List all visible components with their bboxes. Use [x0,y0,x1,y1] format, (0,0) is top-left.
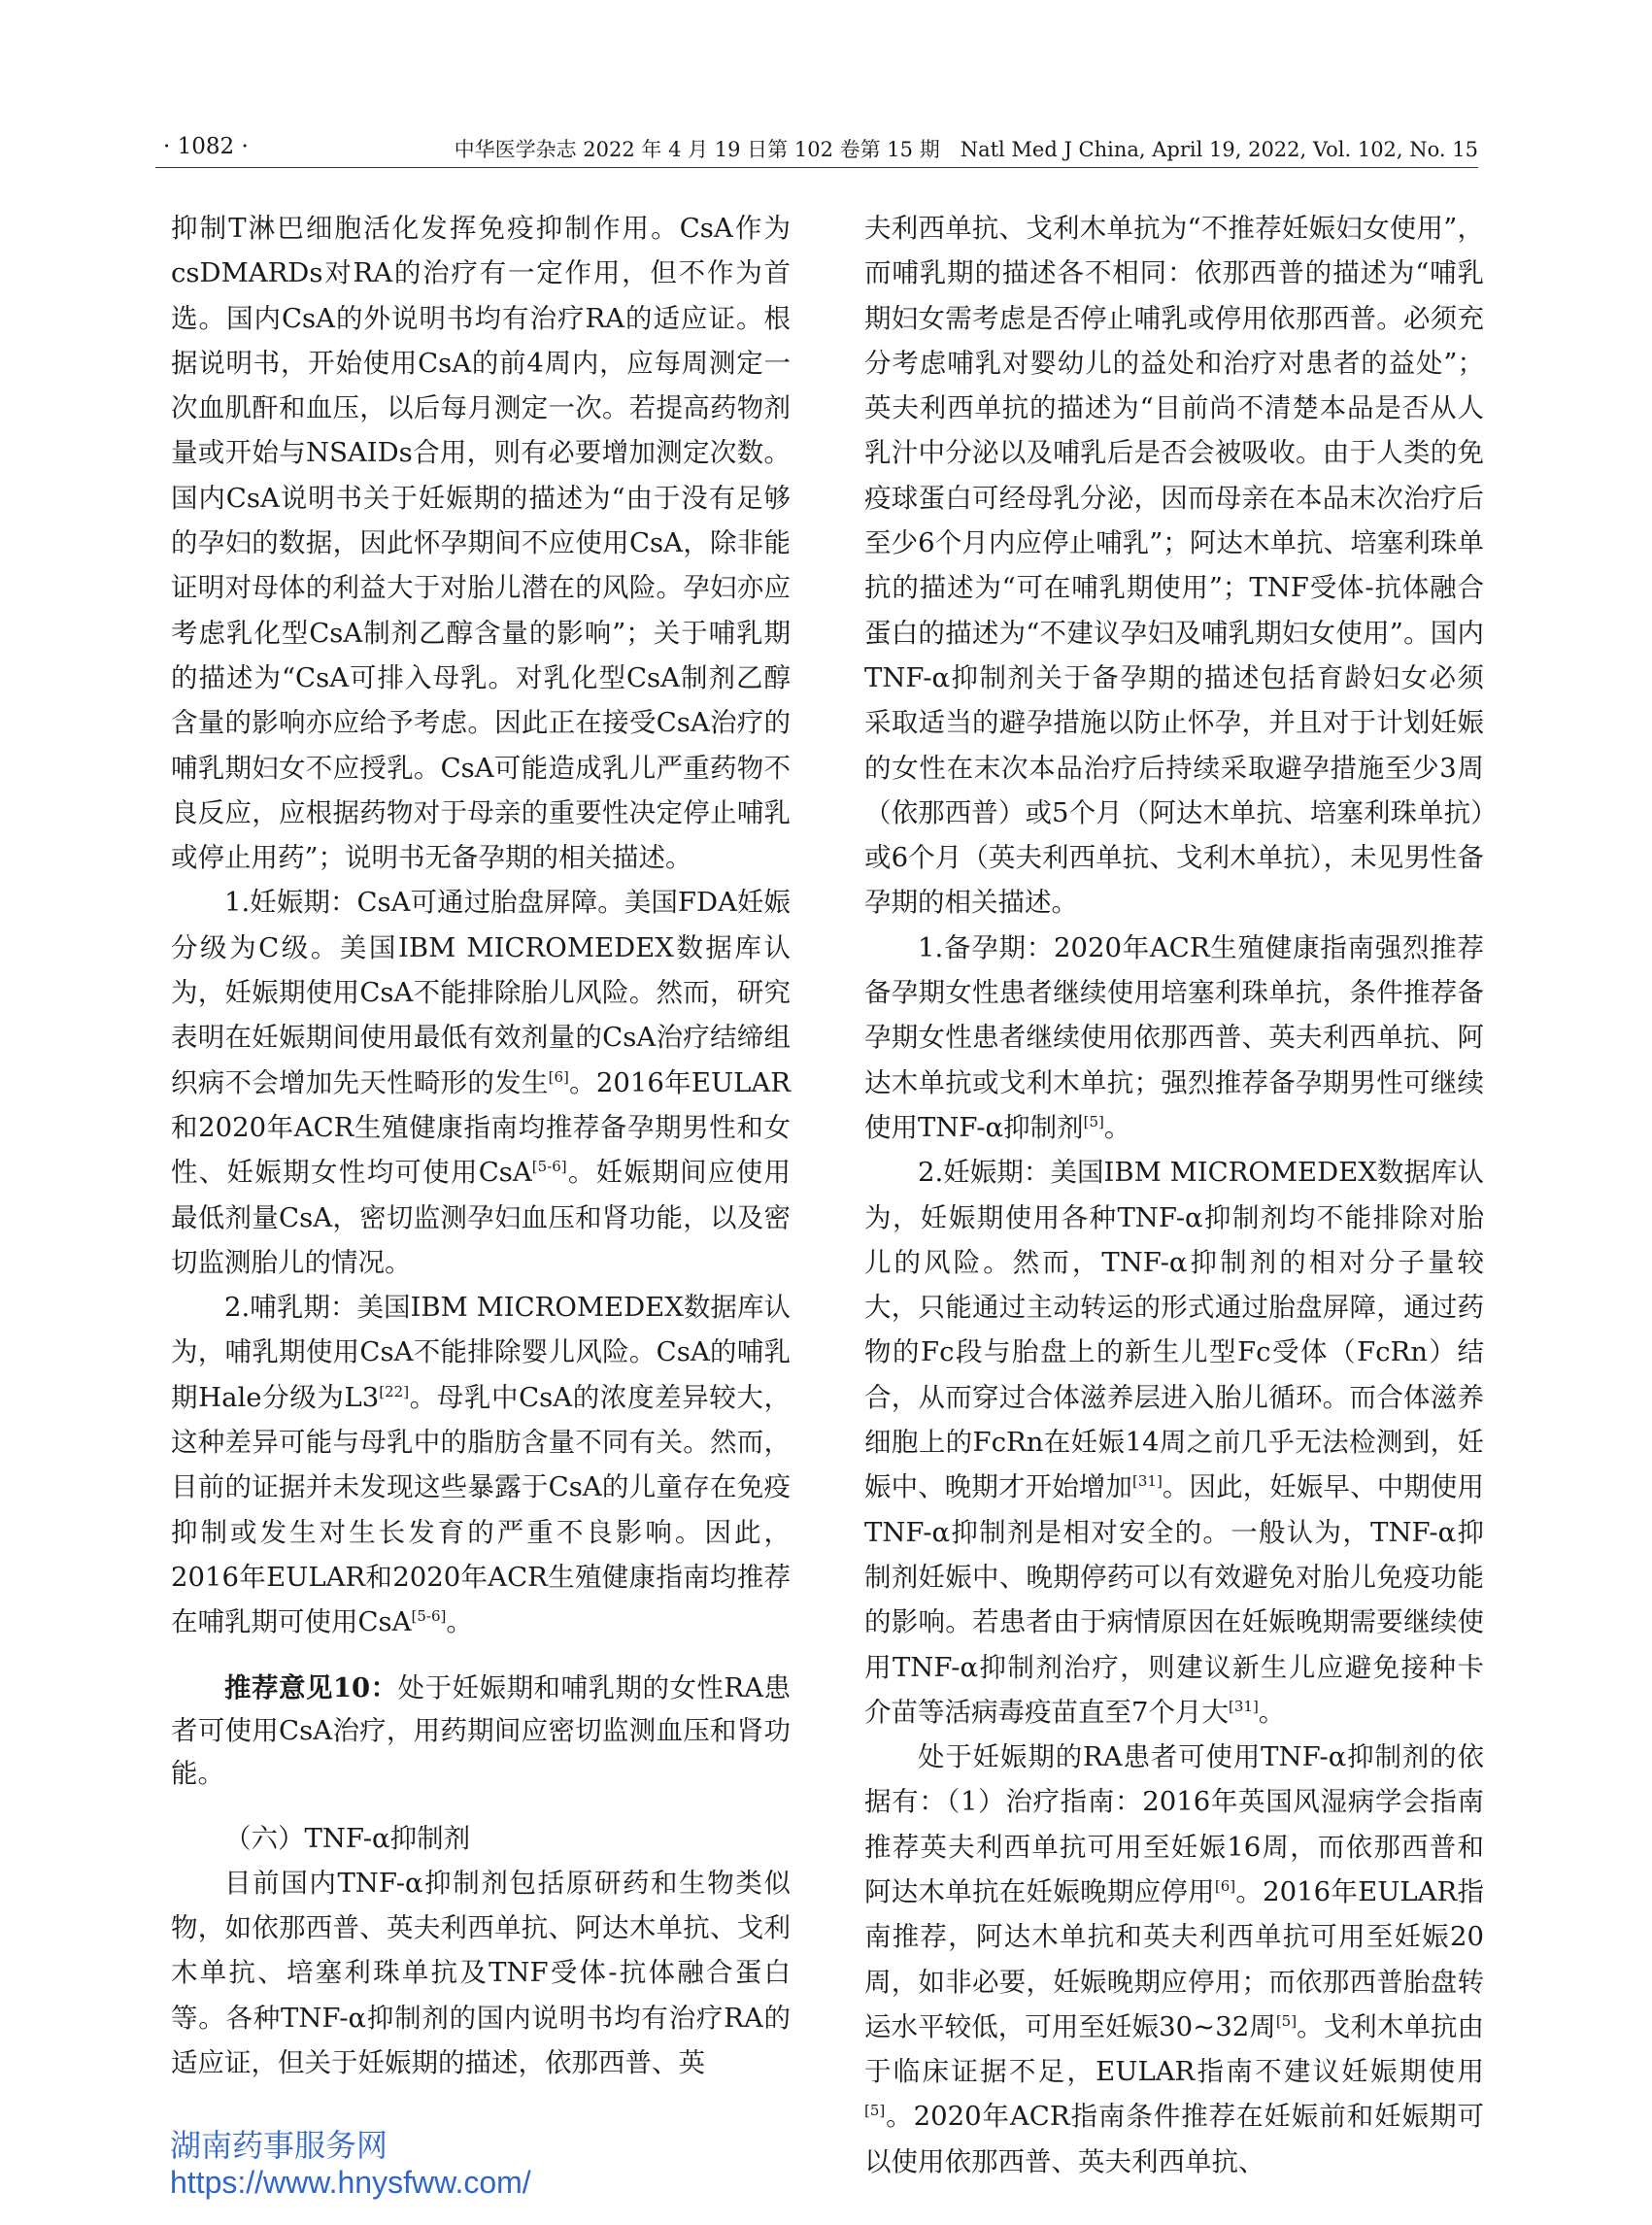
text: 。 [1103,1111,1131,1143]
text: 1.妊娠期：CsA可通过胎盘屏障。美国FDA妊娠分级为C级。美国IBM MICROMEDEX数据库认为，妊娠期使用CsA不能排除胎儿风险。然而，研究表明在妊娠期间使用最低有效剂量的CsA治疗结缔组织病不会增加先天性畸形的发生 [171,887,791,1098]
recommendation-10 [171,1667,791,1795]
citation[interactable]: [5-6] [531,1158,567,1176]
text: 1.备孕期：2020年ACR生殖健康指南强烈推荐备孕期女性患者继续使用培塞利珠单抗，条件推荐备孕期女性患者继续使用依那西普、英夫利西单抗、阿达木单抗或戈利木单抗；强烈推荐备孕期男性可继续使用TNF-α抑制剂 [864,931,1484,1143]
text: 。戈利木单抗由于临床证据不足，EULAR指南不建议妊娠期使用 [864,2010,1485,2088]
text: 。母乳中CsA的浓度差异较大，这种差异可能与母乳中的脂肪含量不同有关。然而，目前的证据并未发现这些暴露于CsA的儿童存在免疫抑制或发生对生长发育的严重不良影响。因此，2016年EULAR和2020年ACR生殖健康指南均推荐在哺乳期可使用CsA [171,1381,791,1638]
text: 。妊娠期间应使用最低剂量CsA，密切监测孕妇血压和肾功能，以及密切监测胎儿的情况。 [171,1157,792,1278]
paragraph-tnf-preconception [864,926,1484,1150]
paragraph-tnf-label: 夫利西单抗、戈利木单抗为“不推荐妊娠妇女使用”，而哺乳期的描述各不相同：依那西普的描述为“哺乳期妇女需考虑是否停止哺乳或停用依那西普。必须充分考虑哺乳对婴幼儿的益处和治疗对患者的益处”；英夫利西单抗的描述为“目前尚不清楚本品是否从人乳汁中分泌以及哺乳后是否会被吸收。由于人类的免疫球蛋白可经母乳分泌，因而母亲在本品末次治疗后至少6个月内应停止哺乳”；阿达木单抗、培塞利珠单抗的描述为“可在哺乳期使用”；TNF受体-抗体融合蛋白的描述为“不建议孕妇及哺乳期妇女使用”。国内TNF-α抑制剂关于备孕期的描述包括育龄妇女必须采取适当的避孕措施以防止怀孕，并且对于计划妊娠的女性在末次本品治疗后持续采取避孕措施至少3周（依那西普）或5个月（阿达木单抗、培塞利珠单抗）或6个月（英夫利西单抗、戈利木单抗），未见男性备孕期的相关描述。 [864,213,1484,919]
paragraph-csa-pregnancy [171,880,791,1285]
citation[interactable]: [5] [1275,2011,1298,2030]
text: 2.妊娠期：美国IBM MICROMEDEX数据库认为，妊娠期使用各种TNF-α抑制剂均不能排除对胎儿的风险。然而，TNF-α抑制剂的相对分子量较大，只能通过主动转运的形式通过胎盘屏障，通过药物的Fc段与胎盘上的新生儿型Fc受体（FcRn）结合，从而穿过合体滋养层进入胎儿循环。而合体滋养细胞上的FcRn在妊娠14周之前几乎无法检测到，妊娠中、晚期才开始增加 [864,1157,1484,1503]
citation[interactable]: [22] [379,1382,410,1400]
text: 2.哺乳期：美国IBM MICROMEDEX数据库认为，哺乳期使用CsA不能排除婴儿风险。CsA的哺乳期Hale分级为L3 [171,1292,791,1413]
paragraph-tnf-pregnancy [864,1150,1484,1735]
text: 。 [446,1606,473,1638]
running-header [155,134,1478,168]
left-column [171,206,791,2085]
text: 。2016年EULAR和2020年ACR生殖健康指南均推荐备孕期男性和女性、妊娠期女性均可使用CsA [171,1066,791,1189]
watermark-site-name: 湖南药事服务网 [170,2128,388,2163]
paragraph-csa-lactation [171,1285,791,1644]
page-number: · 1082 · [163,134,249,159]
citation[interactable]: [6] [548,1067,569,1086]
text: 。2020年ACR指南条件推荐在妊娠前和妊娠期可以使用依那西普、英夫利西单抗、 [864,2101,1484,2177]
right-column [864,206,1484,2184]
watermark [170,2127,531,2201]
paragraph-tnf-intro: 目前国内TNF-α抑制剂包括原研药和生物类似物，如依那西普、英夫利西单抗、阿达木单抗、戈利木单抗、培塞利珠单抗及TNF受体-抗体融合蛋白等。各种TNF-α抑制剂的国内说明书均有治疗RA的适应证，但关于妊娠期的描述，依那西普、英 [171,1867,791,2078]
citation[interactable]: [31] [1229,1697,1259,1715]
citation[interactable]: [5] [1083,1112,1104,1130]
paragraph-csa-label: 抑制T淋巴细胞活化发挥免疫抑制作用。CsA作为csDMARDs对RA的治疗有一定作用，但不作为首选。国内CsA的外说明书均有治疗RA的适应证。根据说明书，开始使用CsA的前4周内，应每周测定一次血肌酐和血压，以后每月测定一次。若提高药物剂量或开始与NSAIDs合用，则有必要增加测定次数。国内CsA说明书关于妊娠期的描述为“由于没有足够的孕妇的数据，因此怀孕期间不应使用CsA，除非能证明对母体的利益大于对胎儿潜在的风险。孕妇亦应考虑乳化型CsA制剂乙醇含量的影响”；关于哺乳期的描述为“CsA可排入母乳。对乳化型CsA制剂乙醇含量的影响亦应给予考虑。因此正在接受CsA治疗的哺乳期妇女不应授乳。CsA可能造成乳儿严重药物不良反应，应根据药物对于母亲的重要性决定停止哺乳或停止用药”；说明书无备孕期的相关描述。 [171,213,791,874]
recommendation-label: 推荐意见10： [224,1671,398,1703]
text: 。 [1258,1696,1286,1728]
text: 。2016年EULAR指南推荐，阿达木单抗和英夫利西单抗可用至妊娠20周，如非必要，妊娠晚期应停用；而依那西普胎盘转运水平较低，可用至妊娠30~32周 [864,1875,1484,2042]
citation[interactable]: [5] [864,2102,886,2120]
paragraph-tnf-evidence [864,1735,1484,2184]
text: 。因此，妊娠早、中期使用TNF-α抑制剂是相对安全的。一般认为，TNF-α抑制剂妊娠中、晚期停药可以有效避免对胎儿免疫功能的影响。若患者由于病情原因在妊娠晚期需要继续使用TNF-α抑制剂治疗，则建议新生儿应避免接种卡介苗等活病毒疫苗直至7个月大 [864,1471,1485,1728]
recommendation-text: 处于妊娠期和哺乳期的女性RA患者可使用CsA治疗，用药期间应密切监测血压和肾功能。 [171,1671,791,1789]
citation[interactable]: [5-6] [411,1607,447,1626]
citation[interactable]: [31] [1132,1472,1163,1491]
journal-running-title: 中华医学杂志 2022 年 4 月 19 日第 102 卷第 15 期 Natl Med J China, April 19, 2022, Vol. 102, No. 15 [454,138,1478,161]
watermark-url[interactable]: https://www.hnysfww.com/ [170,2165,531,2200]
section-heading: （六）TNF-α抑制剂 [224,1822,471,1854]
text: 处于妊娠期的RA患者可使用TNF-α抑制剂的依据有：（1）治疗指南：2016年英国风湿病学会指南推荐英夫利西单抗可用至妊娠16周，而依那西普和阿达木单抗在妊娠晚期应停用 [864,1741,1484,1907]
citation[interactable]: [6] [1214,1876,1236,1895]
